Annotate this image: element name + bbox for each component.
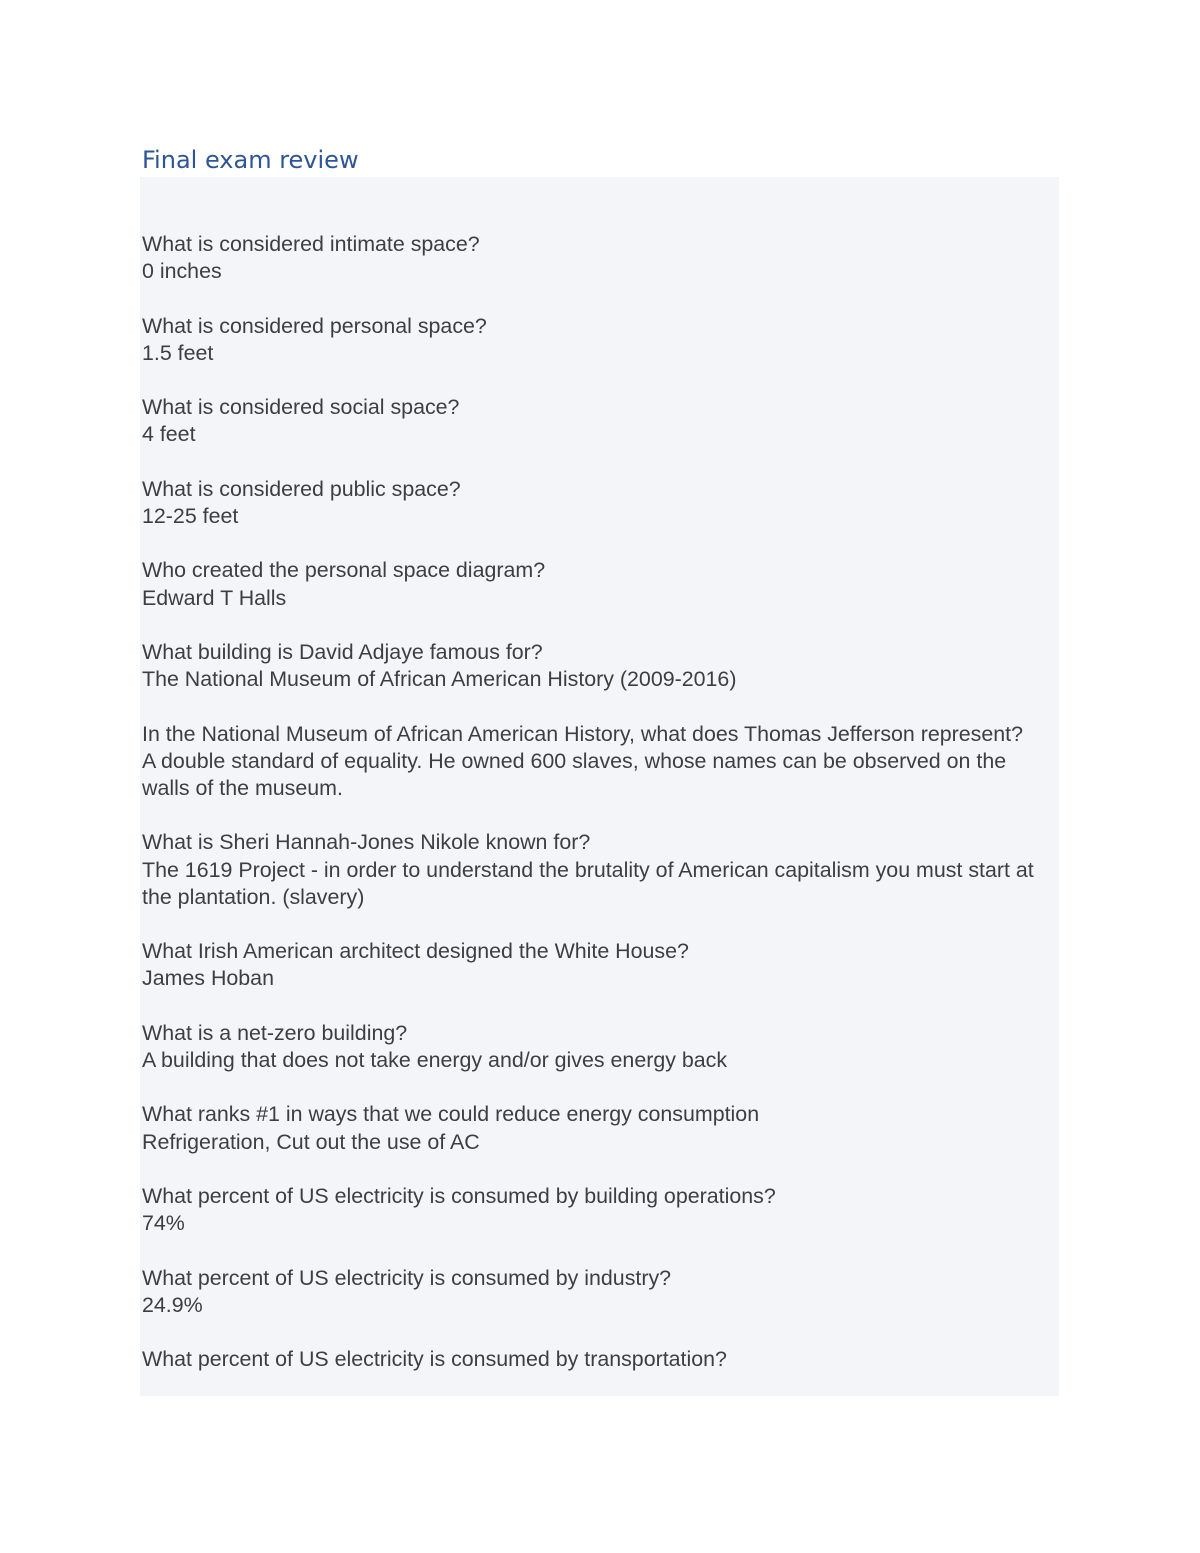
question-text: What is a net-zero building? (142, 1020, 408, 1045)
question-text: What percent of US electricity is consumed by building operations? (142, 1183, 776, 1208)
answer-text: A building that does not take energy and/or gives energy back (142, 1047, 728, 1072)
qa-item (142, 394, 1057, 448)
question-text: What is considered personal space? (142, 313, 487, 338)
answer-text: Refrigeration, Cut out the use of AC (142, 1129, 480, 1154)
answer-text: 74% (142, 1211, 185, 1236)
question-text: What is considered public space? (142, 476, 461, 501)
question-text: What building is David Adjaye famous for? (142, 639, 543, 664)
qa-item (142, 1265, 1057, 1319)
answer-text: The 1619 Project - in order to understand the brutality of American capitalism you must start at the plantation. (slavery) (142, 857, 1034, 909)
qa-item (142, 476, 1057, 530)
question-text: What percent of US electricity is consumed by transportation? (142, 1347, 727, 1372)
qa-item (142, 313, 1057, 367)
qa-item (142, 1020, 1057, 1074)
qa-item (142, 1346, 1057, 1373)
qa-item (142, 557, 1057, 611)
answer-text: 24.9% (142, 1292, 203, 1317)
qa-item (142, 639, 1057, 693)
question-text: What ranks #1 in ways that we could reduce energy consumption (142, 1102, 760, 1127)
qa-list (142, 231, 1057, 1401)
question-text: In the National Museum of African American History, what does Thomas Jefferson represent? (142, 721, 1024, 746)
answer-text: The National Museum of African American History (2009-2016) (142, 667, 737, 692)
question-text: What is Sheri Hannah-Jones Nikole known for? (142, 830, 591, 855)
qa-item (142, 1183, 1057, 1237)
qa-item (142, 1101, 1057, 1155)
question-text: Who created the personal space diagram? (142, 558, 546, 583)
question-text: What percent of US electricity is consumed by industry? (142, 1265, 672, 1290)
question-text: What is considered intimate space? (142, 232, 480, 256)
question-text: What Irish American architect designed the White House? (142, 939, 689, 964)
qa-item (142, 938, 1057, 992)
answer-text: A double standard of equality. He owned 600 slaves, whose names can be observed on the walls of the museum. (142, 748, 1007, 800)
answer-text: 12-25 feet (142, 503, 239, 528)
qa-item (142, 721, 1057, 803)
qa-item (142, 231, 1057, 285)
answer-text: Edward T Halls (142, 585, 287, 610)
answer-text: 1.5 feet (142, 340, 214, 365)
answer-text: 0 inches (142, 259, 222, 284)
qa-item (142, 829, 1057, 911)
document-title: Final exam review (142, 146, 359, 174)
answer-text: James Hoban (142, 966, 274, 991)
answer-text: 4 feet (142, 422, 196, 447)
question-text: What is considered social space? (142, 395, 460, 420)
